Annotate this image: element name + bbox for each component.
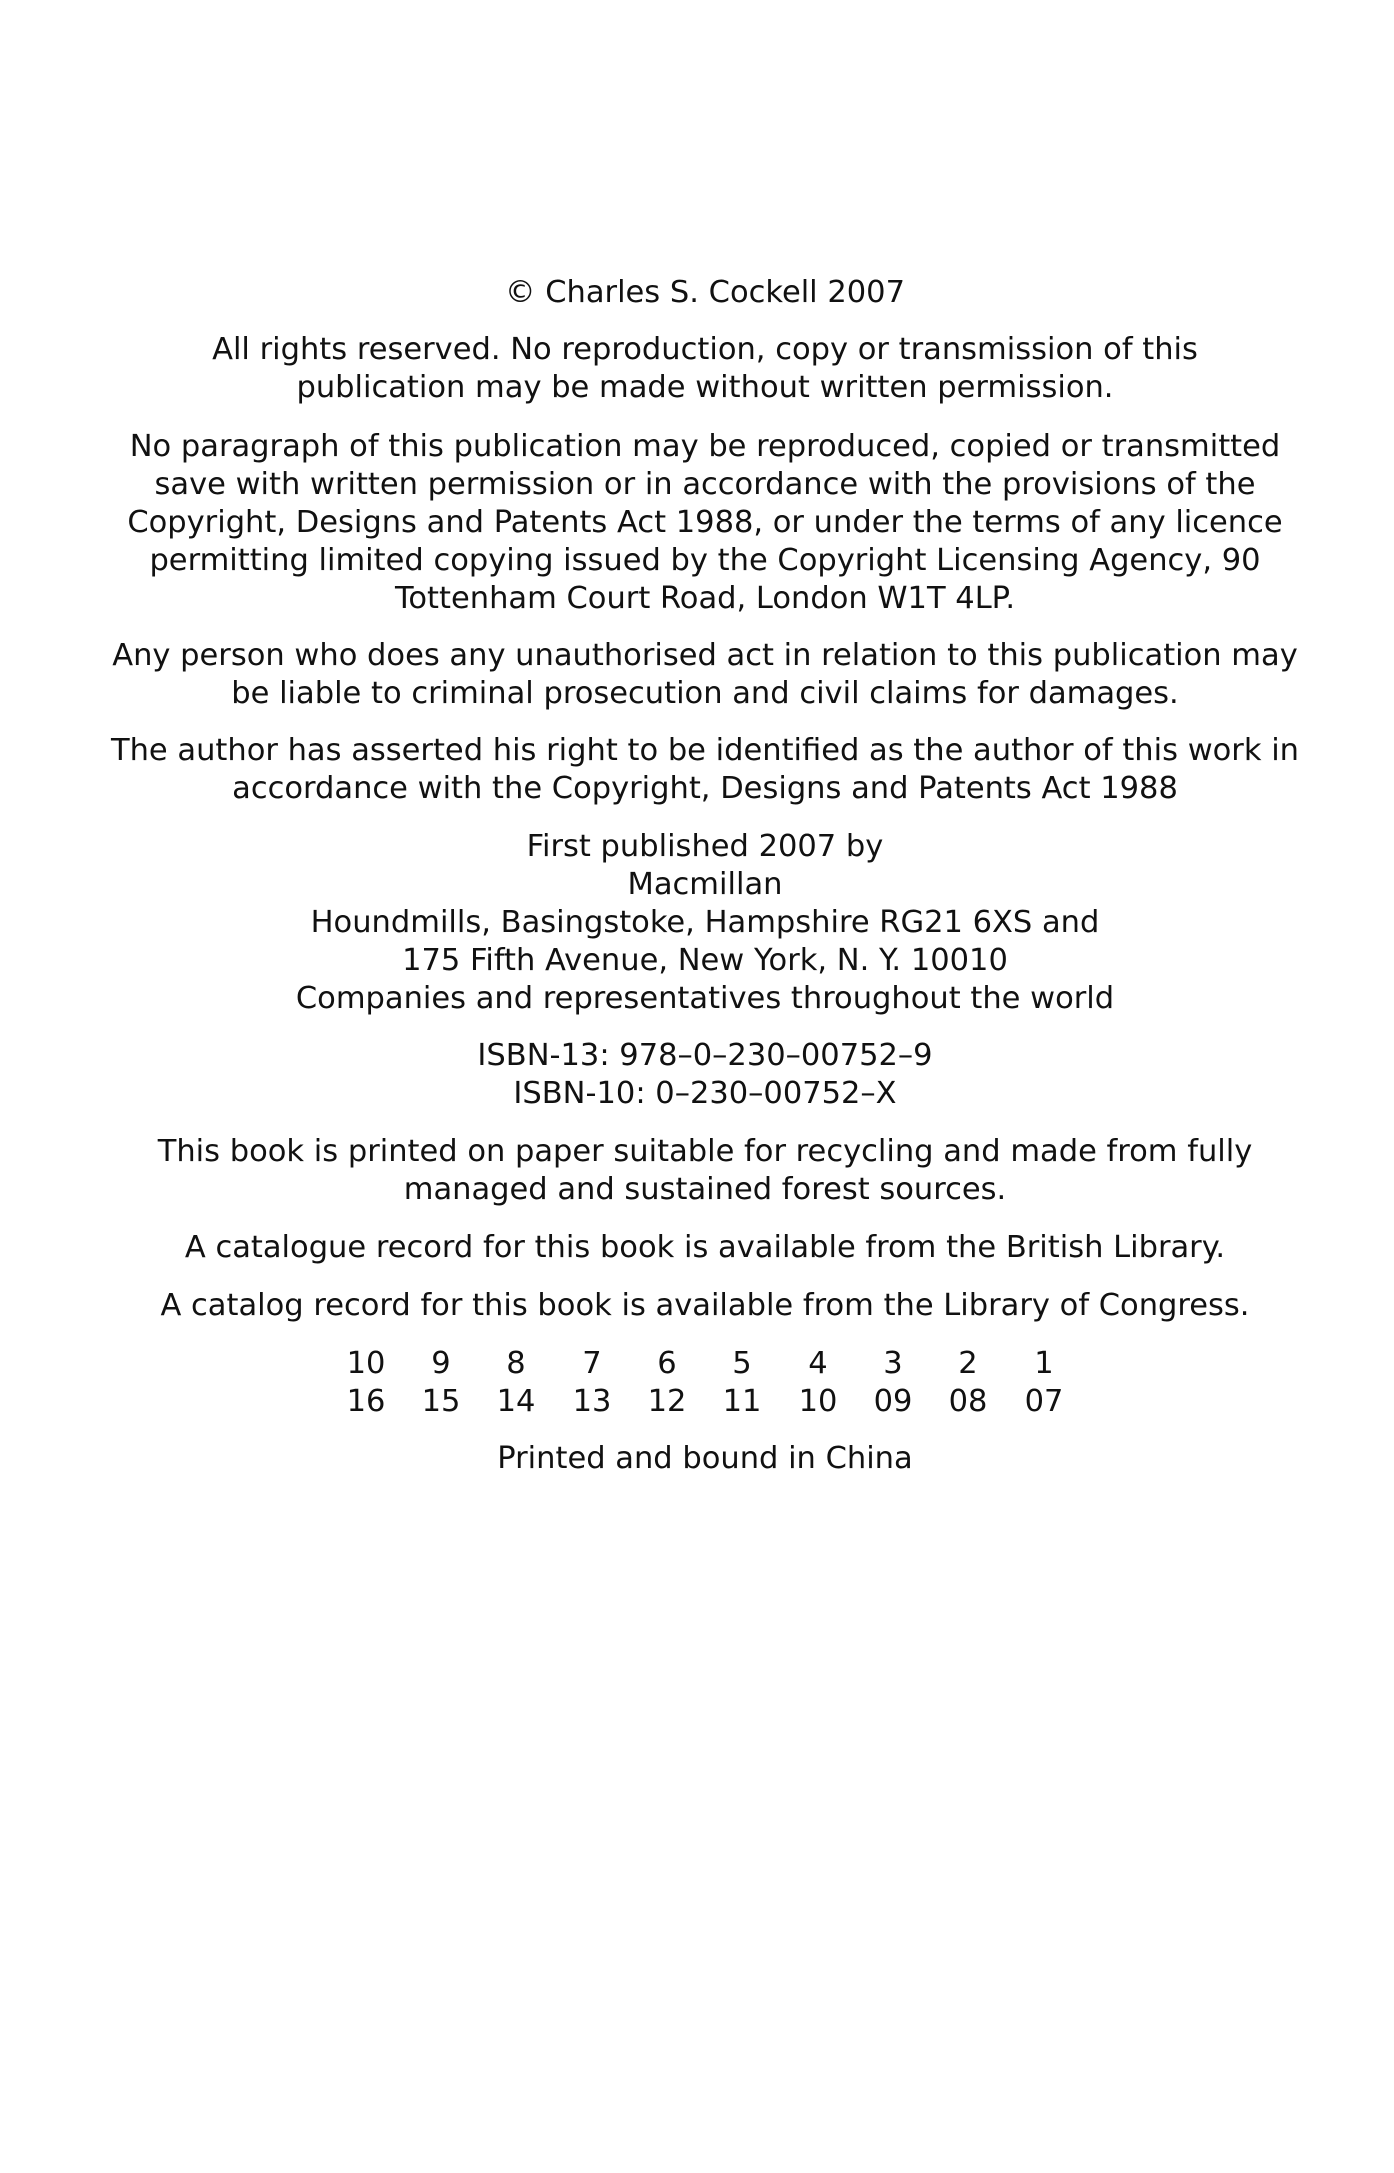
print-number: 2: [958, 1346, 978, 1381]
text-line: managed and sustained forest sources.: [403, 1172, 1007, 1207]
isbn-10: ISBN-10: 0–230–00752–X: [513, 1076, 897, 1111]
text-line: accordance with the Copyright, Designs and Patents Act 1988: [232, 771, 1178, 806]
print-year: 12: [647, 1384, 687, 1419]
print-number: 4: [808, 1346, 828, 1381]
library-of-congress-note: [105, 1287, 1305, 1325]
text-line: All rights reserved. No reproduction, copy or transmission of this: [212, 332, 1198, 367]
copyright-line: © Charles S. Cockell 2007: [505, 275, 905, 310]
print-number: 3: [883, 1346, 903, 1381]
liability-paragraph: [105, 637, 1305, 713]
print-year: 14: [496, 1384, 536, 1419]
text-line: First published 2007 by: [526, 829, 884, 864]
print-line-numbers: [0, 1345, 1394, 1383]
no-paragraph-notice: [105, 428, 1305, 618]
print-number: 1: [1034, 1346, 1054, 1381]
print-line-years: [0, 1383, 1394, 1421]
publisher-name: Macmillan: [627, 867, 783, 902]
text-line: Any person who does any unauthorised act in relation to this publication may: [112, 638, 1298, 673]
text-line: permitting limited copying issued by the Copyright Licensing Agency, 90: [149, 543, 1261, 578]
print-number: 6: [657, 1346, 677, 1381]
print-year: 08: [948, 1384, 988, 1419]
text-line: A catalog record for this book is available from the Library of Congress.: [160, 1288, 1250, 1323]
print-year: 16: [346, 1384, 386, 1419]
text-line: The author has asserted his right to be identified as the author of this work in: [110, 733, 1300, 768]
text-line: Tottenham Court Road, London W1T 4LP.: [394, 581, 1016, 616]
author-right-paragraph: [105, 732, 1305, 808]
british-library-note: [105, 1229, 1305, 1267]
rights-reserved-paragraph: [105, 331, 1305, 407]
copyright-notice: [105, 274, 1305, 312]
isbn-13: ISBN-13: 978–0–230–00752–9: [477, 1038, 933, 1073]
text-line: save with written permission or in accordance with the provisions of the: [154, 467, 1256, 502]
isbn-block: [105, 1037, 1305, 1113]
print-year: 15: [421, 1384, 461, 1419]
print-year: 11: [722, 1384, 762, 1419]
text-line: A catalogue record for this book is available from the British Library.: [184, 1230, 1226, 1265]
print-year: 10: [798, 1384, 838, 1419]
text-line: Printed and bound in China: [497, 1441, 913, 1476]
text-line: be liable to criminal prosecution and civil claims for damages.: [231, 676, 1179, 711]
publisher-details: [105, 828, 1305, 1018]
text-line: publication may be made without written permission.: [296, 370, 1114, 405]
text-line: No paragraph of this publication may be reproduced, copied or transmitted: [129, 429, 1281, 464]
text-line: This book is printed on paper suitable for recycling and made from fully: [157, 1134, 1253, 1169]
text-line: Houndmills, Basingstoke, Hampshire RG21 6XS and: [310, 905, 1100, 940]
text-line: 175 Fifth Avenue, New York, N. Y. 10010: [402, 943, 1008, 978]
paper-note: [105, 1133, 1305, 1209]
text-line: Companies and representatives throughout the world: [295, 981, 1115, 1016]
print-number: 5: [732, 1346, 752, 1381]
text-line: Copyright, Designs and Patents Act 1988, or under the terms of any licence: [127, 505, 1283, 540]
print-number: 8: [506, 1346, 526, 1381]
print-number: 10: [346, 1346, 386, 1381]
print-year: 07: [1024, 1384, 1064, 1419]
print-number: 7: [582, 1346, 602, 1381]
print-year: 09: [873, 1384, 913, 1419]
print-year: 13: [572, 1384, 612, 1419]
printed-in-note: [105, 1440, 1305, 1478]
print-number: 9: [431, 1346, 451, 1381]
